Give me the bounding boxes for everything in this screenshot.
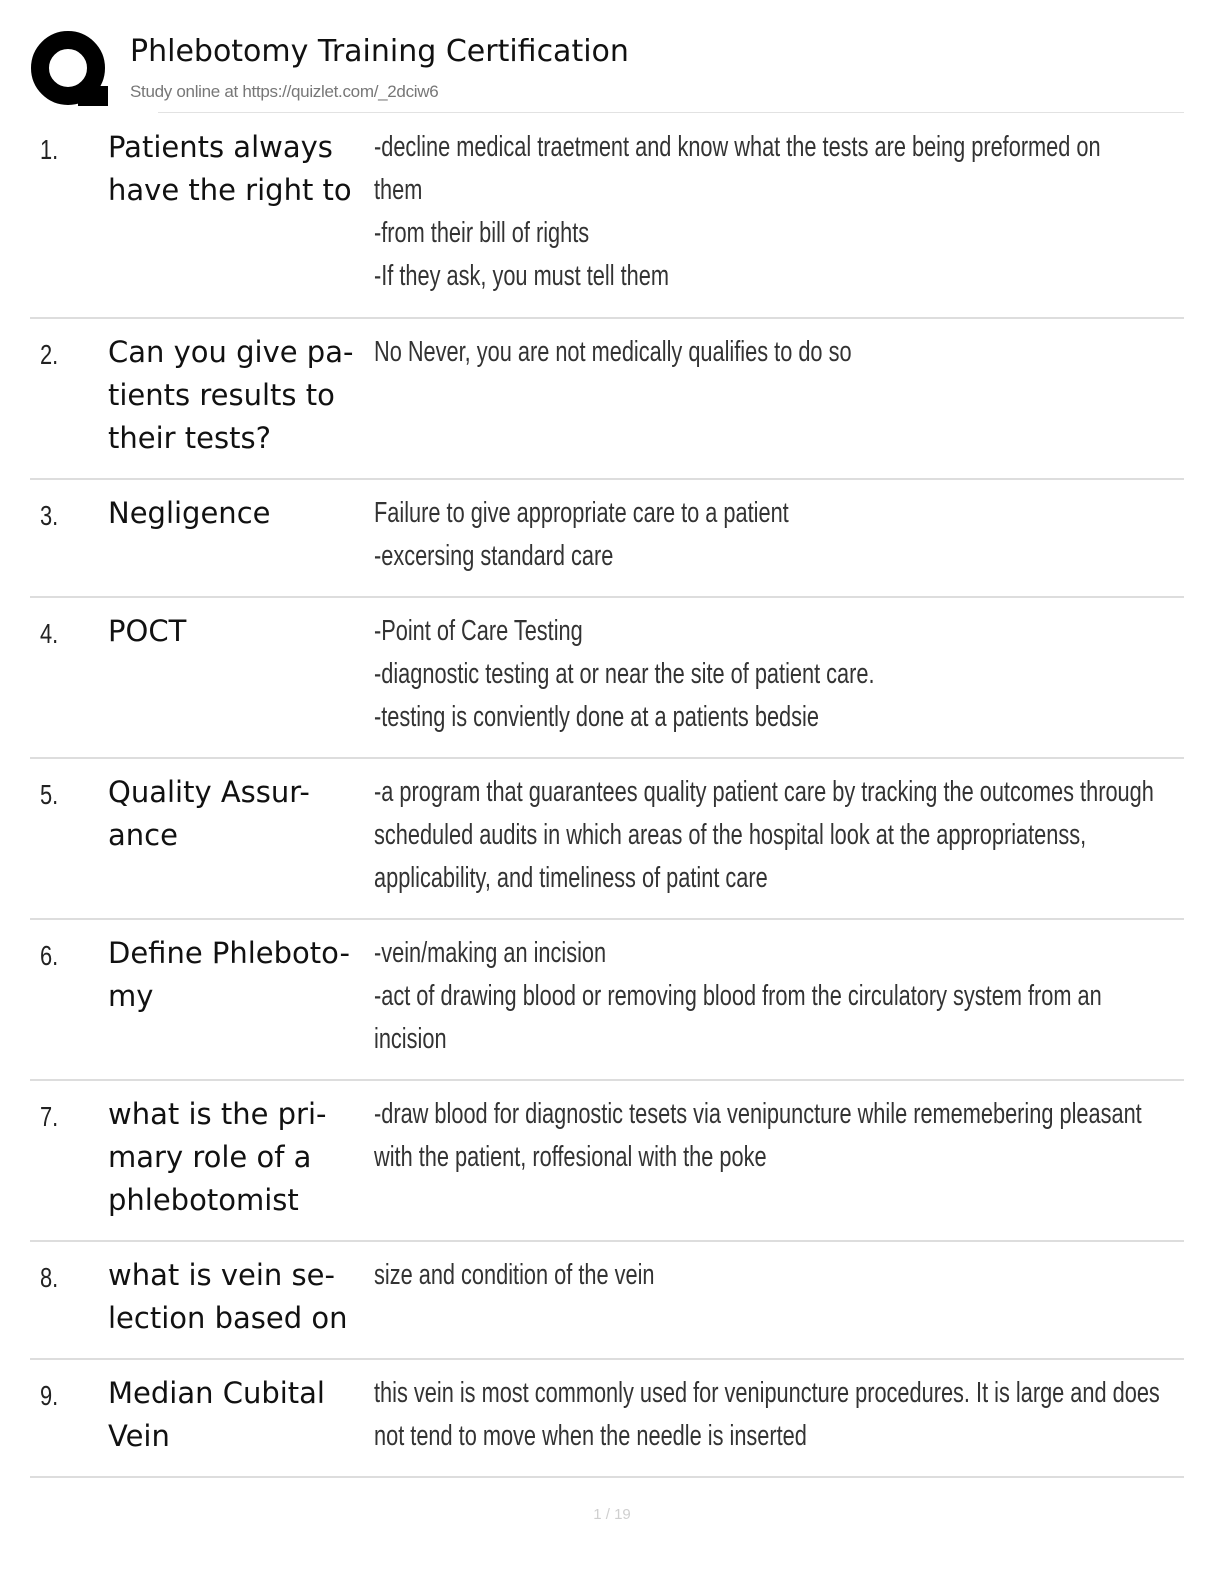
card-definition <box>374 610 1169 739</box>
definition-line: -diagnostic testing at or near the site of patient care. <box>374 658 875 690</box>
definition-line: them <box>374 174 423 206</box>
definition-line: size and condition of the vein <box>374 1259 655 1291</box>
definition-line: -If they ask, you must tell them <box>374 260 669 292</box>
page-title: Phlebotomy Training Certification <box>130 34 629 69</box>
definition-line: applicability, and timeliness of patint care <box>374 862 768 894</box>
card-definition <box>374 492 1169 578</box>
card-term: Median Cubital Vein <box>108 1376 325 1453</box>
flashcard-list <box>30 114 1184 1478</box>
flashcard <box>30 480 1184 598</box>
card-number: 4. <box>40 618 59 649</box>
definition-line: -from their bill of rights <box>374 217 590 249</box>
definition-line: No Never, you are not medically qualifies to do so <box>374 336 852 368</box>
definition-line: -act of drawing blood or removing blood from the circulatory system from an <box>374 980 1102 1012</box>
card-definition <box>374 932 1169 1061</box>
card-number: 9. <box>40 1380 59 1411</box>
card-term: POCT <box>108 614 187 648</box>
definition-line: -draw blood for diagnostic tesets via venipuncture while rememebering pleasant <box>374 1098 1142 1130</box>
definition-line: scheduled audits in which areas of the hospital look at the appropriatenss, <box>374 819 1087 851</box>
definition-line: -Point of Care Testing <box>374 615 583 647</box>
definition-line: Failure to give appropriate care to a patient <box>374 497 789 529</box>
flashcard <box>30 1360 1184 1478</box>
card-definition <box>374 771 1169 900</box>
page-subtitle: Study online at https://quizlet.com/_2dciw6 <box>130 82 439 101</box>
card-number: 6. <box>40 940 59 971</box>
definition-line: -vein/making an incision <box>374 937 607 969</box>
card-number: 3. <box>40 500 59 531</box>
card-number: 1. <box>40 134 59 165</box>
definition-line: -decline medical traetment and know what the tests are being preformed on <box>374 131 1101 163</box>
flashcard <box>30 598 1184 759</box>
card-term: Define Phleboto- my <box>108 936 350 1013</box>
page-number: 1 / 19 <box>593 1506 631 1523</box>
flashcard <box>30 920 1184 1081</box>
definition-line: -testing is conviently done at a patients bedsie <box>374 701 819 733</box>
card-number: 5. <box>40 779 59 810</box>
quizlet-logo-icon <box>30 30 110 110</box>
card-term: Can you give pa- tients results to their tests? <box>108 335 354 455</box>
card-term: what is vein se- lection based on <box>108 1258 348 1335</box>
card-number: 2. <box>40 339 59 370</box>
definition-line: not tend to move when the needle is inserted <box>374 1420 807 1452</box>
card-definition <box>374 1093 1169 1179</box>
card-definition <box>374 126 1169 298</box>
flashcard <box>30 759 1184 920</box>
card-term: Quality Assur- ance <box>108 775 310 852</box>
card-definition <box>374 1254 1169 1297</box>
definition-line: incision <box>374 1023 447 1055</box>
page-header <box>30 28 1184 114</box>
card-term: Negligence <box>108 496 271 530</box>
card-number: 8. <box>40 1262 59 1293</box>
card-definition <box>374 1372 1169 1458</box>
definition-line: with the patient, roffesional with the poke <box>374 1141 767 1173</box>
card-term: what is the pri- mary role of a phlebotomist <box>108 1097 327 1217</box>
card-number: 7. <box>40 1101 59 1132</box>
flashcard <box>30 114 1184 319</box>
card-definition <box>374 331 1169 374</box>
flashcard <box>30 1081 1184 1242</box>
card-term: Patients always have the right to <box>108 130 352 207</box>
header-divider <box>158 112 1184 113</box>
definition-line: -excersing standard care <box>374 540 614 572</box>
definition-line: this vein is most commonly used for venipuncture procedures. It is large and does <box>374 1377 1160 1409</box>
definition-line: -a program that guarantees quality patient care by tracking the outcomes through <box>374 776 1154 808</box>
flashcard <box>30 1242 1184 1360</box>
flashcard <box>30 319 1184 480</box>
